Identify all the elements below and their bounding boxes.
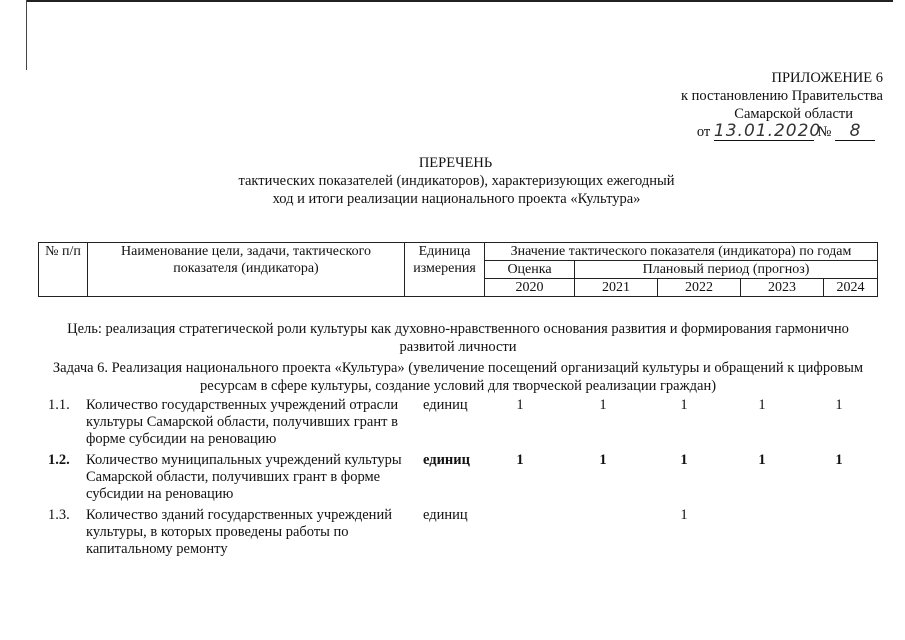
row-value-2020: 1	[516, 452, 524, 468]
row-value-2020: 1	[516, 397, 524, 413]
indicator-table-header	[38, 242, 878, 297]
row-value-2022: 1	[680, 452, 688, 468]
col-planned-header: Плановый период (прогноз)	[575, 261, 878, 279]
year-header: 2023	[741, 279, 824, 297]
appendix-resolution: к постановлению Правительства	[681, 88, 883, 104]
title-heading: ПЕРЕЧЕНЬ	[418, 155, 493, 171]
from-label: от	[696, 124, 711, 140]
col-unit-header: Единица измерения	[405, 243, 485, 297]
scan-border-top	[26, 0, 893, 2]
row-unit: единиц	[423, 397, 468, 413]
year-header: 2024	[824, 279, 878, 297]
col-name-header: Наименование цели, задачи, тактического показателя (индикатора)	[88, 243, 405, 297]
year-header: 2020	[485, 279, 575, 297]
col-num-header: № п/п	[39, 243, 88, 297]
handwritten-number: 8	[835, 123, 875, 141]
document-title	[0, 154, 905, 208]
row-number: 1.1.	[48, 397, 70, 413]
goal-text: Цель: реализация стратегической роли культуры как духовно-нравственного основания развития и формирования гармонично развитой личности	[67, 321, 849, 355]
appendix-region: Самарской области	[734, 106, 853, 122]
col-values-header: Значение тактического показателя (индикатора) по годам	[485, 243, 878, 261]
number-label: №	[817, 124, 832, 140]
appendix-block	[643, 69, 883, 141]
table-row	[38, 397, 878, 457]
col-estimate-header: Оценка	[485, 261, 575, 279]
row-value-2021: 1	[599, 397, 607, 413]
row-unit: единиц	[423, 452, 470, 468]
task-text: Задача 6. Реализация национального проекта «Культура» (увеличение посещений организаций культуры и обращений к цифровым ресурсам в сфере культуры, создание условий для творческой реализации граждан)	[52, 360, 864, 394]
row-unit: единиц	[423, 507, 468, 523]
title-subtitle-1: тактических показателей (индикаторов), характеризующих ежегодный	[238, 173, 675, 189]
row-value-2024: 1	[835, 452, 843, 468]
row-number: 1.3.	[48, 507, 70, 523]
row-value-2022: 1	[680, 507, 688, 523]
row-value-2021: 1	[599, 452, 607, 468]
title-subtitle-2: ход и итоги реализации национального проекта «Культура»	[272, 191, 641, 207]
row-value-2022: 1	[680, 397, 688, 413]
appendix-title: ПРИЛОЖЕНИЕ 6	[771, 70, 883, 86]
row-indicator-name: Количество государственных учреждений отрасли культуры Самарской области, получивших грант в форме субсидии на реновацию	[86, 397, 399, 447]
row-value-2024: 1	[835, 397, 843, 413]
row-value-2023: 1	[758, 452, 766, 468]
row-indicator-name: Количество зданий государственных учреждений культуры, в которых проведены работы по капитальному ремонту	[86, 507, 392, 557]
handwritten-date: 13.01.2020	[713, 121, 822, 141]
row-value-2023: 1	[758, 397, 766, 413]
table-row	[38, 452, 878, 512]
table-row	[38, 507, 878, 567]
year-header: 2022	[658, 279, 741, 297]
row-number: 1.2.	[48, 452, 70, 468]
year-header: 2021	[575, 279, 658, 297]
appendix-date-line	[643, 123, 883, 141]
scan-border-left	[26, 0, 27, 70]
row-indicator-name: Количество муниципальных учреждений культуры Самарской области, получивших грант в форме субсидии на реновацию	[86, 452, 402, 502]
